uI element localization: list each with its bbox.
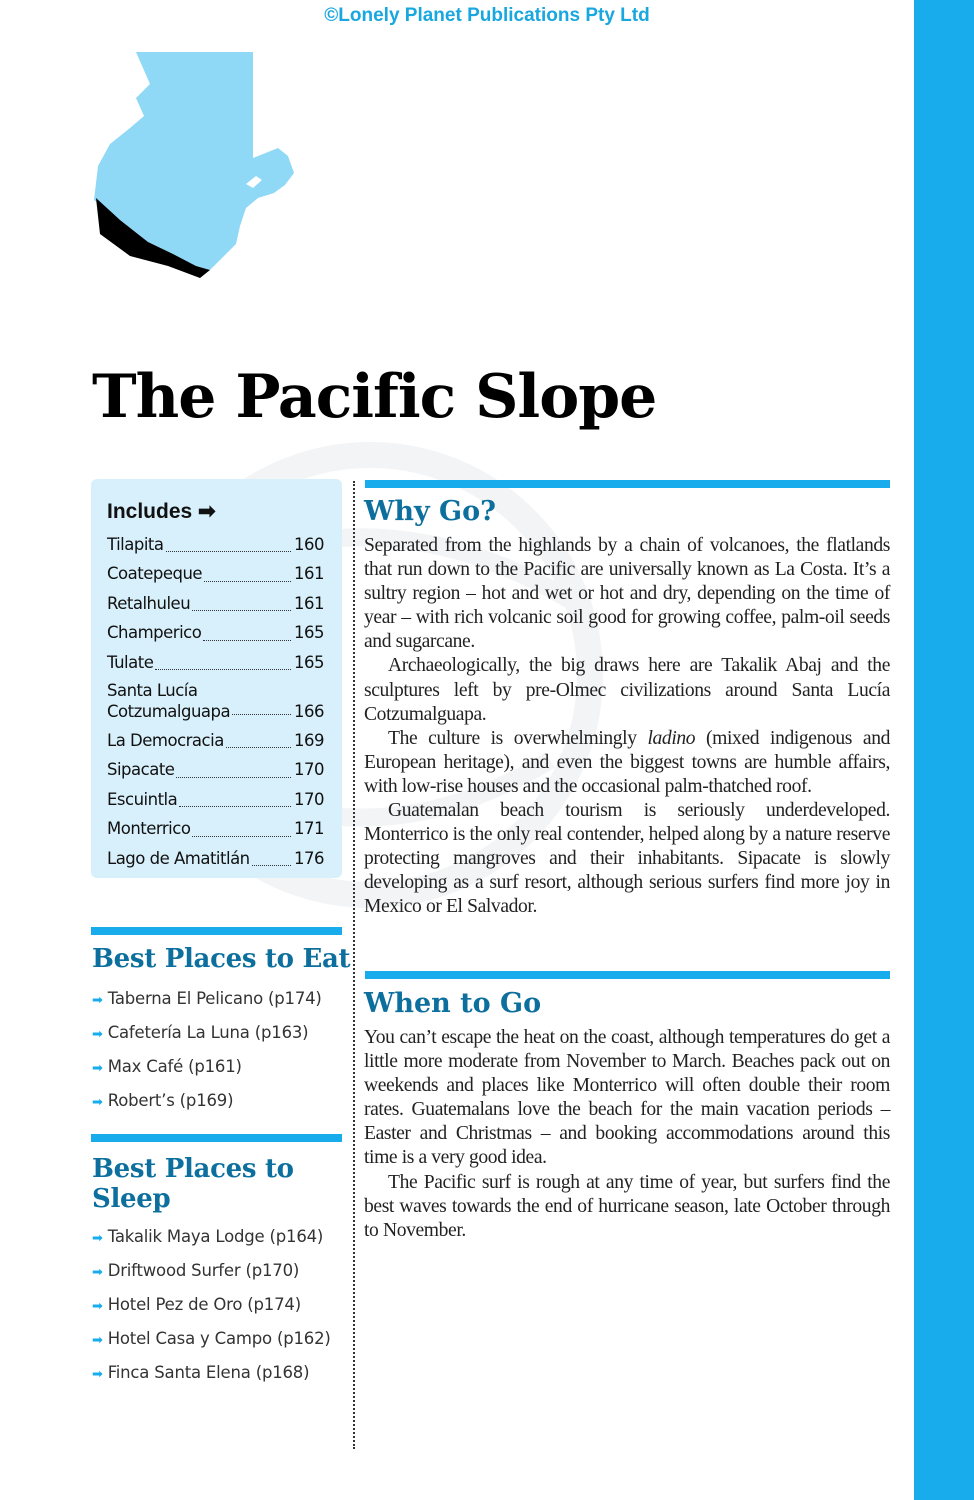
list-item bbox=[92, 1255, 331, 1289]
why-go-rule bbox=[365, 480, 890, 488]
includes-item-name: Champerico bbox=[107, 623, 202, 643]
includes-item-name: Tilapita bbox=[107, 535, 164, 554]
best-sleep-list bbox=[92, 1221, 331, 1391]
dot-leader bbox=[192, 610, 291, 611]
sleep-rule bbox=[91, 1134, 342, 1142]
includes-item bbox=[107, 755, 324, 784]
arrow-right-icon: ➡ bbox=[92, 1367, 103, 1382]
includes-item-name: Lago de Amatitlán bbox=[107, 848, 250, 868]
includes-box bbox=[91, 479, 342, 878]
list-item bbox=[92, 1221, 331, 1255]
when-to-go-body bbox=[364, 1026, 890, 1243]
includes-item-page: 171 bbox=[294, 819, 324, 839]
list-item-label: Robert’s (p169) bbox=[107, 1091, 234, 1110]
arrow-right-icon: ➡ bbox=[92, 1231, 103, 1246]
includes-item-page: 165 bbox=[294, 652, 324, 672]
list-item-label: Max Café (p161) bbox=[107, 1057, 242, 1076]
includes-item-page: 176 bbox=[294, 848, 324, 868]
arrow-right-icon: ➡ bbox=[92, 1265, 103, 1280]
body-paragraph: Archaeologically, the big draws here are Takalik Abaj and the sculptures left by pre-Olmec civilizations around Santa Lucía Cotzumalguapa. bbox=[364, 655, 890, 725]
includes-item bbox=[107, 814, 324, 843]
arrow-right-icon: ➡ bbox=[92, 993, 103, 1008]
dot-leader bbox=[166, 551, 292, 552]
includes-item bbox=[107, 589, 324, 618]
includes-item-name: Sipacate bbox=[107, 760, 175, 780]
why-go-body bbox=[364, 534, 890, 920]
best-eat-list bbox=[92, 983, 322, 1119]
includes-item-name: Retalhuleu bbox=[107, 593, 191, 613]
arrow-right-icon: ➡ bbox=[92, 1061, 103, 1076]
includes-item-page: 170 bbox=[294, 789, 324, 809]
copyright-notice: ©Lonely Planet Publications Pty Ltd bbox=[324, 5, 650, 26]
includes-item-page: 161 bbox=[294, 593, 324, 613]
column-divider bbox=[353, 481, 355, 1449]
list-item bbox=[92, 1323, 331, 1357]
list-item-label: Driftwood Surfer (p170) bbox=[107, 1261, 300, 1280]
includes-item bbox=[107, 726, 324, 755]
body-paragraph: The Pacific surf is rough at any time of year, but surfers find the best waves towards the end of hurricane season, late October through to November. bbox=[364, 1171, 890, 1241]
body-paragraph: The culture is overwhelmingly ladino (mixed indigenous and European heritage), and even the biggest towns are humble affairs, with low-rise houses and the occasional palm-thatched roof. bbox=[364, 727, 890, 797]
page-title: The Pacific Slope bbox=[92, 362, 657, 432]
includes-item bbox=[107, 559, 324, 588]
list-item-label: Hotel Pez de Oro (p174) bbox=[107, 1295, 301, 1314]
dot-leader bbox=[192, 836, 291, 837]
eat-rule bbox=[91, 927, 342, 935]
arrow-right-icon: ➡ bbox=[198, 500, 216, 523]
dot-leader bbox=[176, 777, 291, 778]
dot-leader bbox=[204, 581, 291, 582]
when-to-go-heading: When to Go bbox=[364, 988, 542, 1019]
includes-heading-label: Includes bbox=[107, 500, 193, 523]
list-item-label: Takalik Maya Lodge (p164) bbox=[107, 1227, 324, 1246]
dot-leader bbox=[179, 806, 291, 807]
arrow-right-icon: ➡ bbox=[92, 1299, 103, 1314]
body-paragraph: Guatemalan beach tourism is seriously underdeveloped. Monterrico is the only real contender, helped along by a nature reserve protecting mangroves and their inhabitants. Sipacate is slowly developing as a surf resort, although serious surfers find more joy in Mexico or El Salvador. bbox=[364, 800, 890, 918]
guatemala-map bbox=[88, 48, 308, 280]
dot-leader bbox=[203, 640, 291, 641]
best-sleep-heading: Best Places to Sleep bbox=[92, 1154, 294, 1214]
includes-item-page: 165 bbox=[294, 623, 324, 643]
best-eat-heading: Best Places to Eat bbox=[92, 944, 351, 974]
includes-item bbox=[107, 648, 324, 677]
dot-leader bbox=[232, 714, 291, 715]
includes-item-name: Santa Lucía Cotzumalguapa bbox=[107, 681, 231, 722]
list-item bbox=[92, 1357, 331, 1391]
includes-item bbox=[107, 680, 324, 722]
includes-item bbox=[107, 785, 324, 814]
dot-leader bbox=[226, 747, 291, 748]
list-item-label: Hotel Casa y Campo (p162) bbox=[107, 1329, 331, 1348]
arrow-right-icon: ➡ bbox=[92, 1095, 103, 1110]
includes-item-page: 161 bbox=[294, 564, 324, 584]
includes-item bbox=[107, 844, 324, 873]
list-item bbox=[92, 1051, 322, 1085]
body-paragraph: You can’t escape the heat on the coast, although temperatures do get a little more moderate from November to March. Beaches pack out on weekends and places like Monterrico will often double their room rates. Guatemalans love the beach for the main vacation periods – Easter and Christmas – and booking accommodations around this time is a very good idea. bbox=[364, 1027, 890, 1169]
why-go-heading: Why Go? bbox=[364, 496, 496, 527]
edge-color-bar bbox=[914, 0, 974, 1500]
list-item-label: Taberna El Pelicano (p174) bbox=[107, 989, 322, 1008]
includes-item bbox=[107, 530, 324, 559]
includes-item-page: 169 bbox=[294, 731, 324, 751]
includes-item-page: 160 bbox=[294, 535, 324, 554]
dot-leader bbox=[155, 669, 291, 670]
arrow-right-icon: ➡ bbox=[92, 1027, 103, 1042]
list-item-label: Cafetería La Luna (p163) bbox=[107, 1023, 309, 1042]
list-item bbox=[92, 1289, 331, 1323]
includes-item-name: Escuintla bbox=[107, 789, 178, 809]
includes-item-page: 170 bbox=[294, 760, 324, 780]
arrow-right-icon: ➡ bbox=[92, 1333, 103, 1348]
includes-item-name: La Democracia bbox=[107, 731, 224, 751]
list-item bbox=[92, 1017, 322, 1051]
list-item bbox=[92, 983, 322, 1017]
includes-item-name: Monterrico bbox=[107, 819, 191, 839]
includes-heading bbox=[107, 499, 324, 524]
list-item bbox=[92, 1085, 322, 1119]
list-item-label: Finca Santa Elena (p168) bbox=[107, 1363, 310, 1382]
body-paragraph: Separated from the highlands by a chain of volcanoes, the flatlands that run down to the Pacific are universally known as La Costa. It’s a sultry region – hot and wet or hot and dry, depending on the time of year – with rich volcanic soil good for growing coffee, palm-oil seeds and sugarcane. bbox=[364, 535, 890, 653]
includes-item bbox=[107, 618, 324, 647]
includes-item-page: 166 bbox=[294, 702, 324, 722]
includes-item-name: Coatepeque bbox=[107, 564, 203, 584]
dot-leader bbox=[252, 865, 291, 866]
includes-item-name: Tulate bbox=[107, 652, 154, 672]
when-to-go-rule bbox=[365, 971, 890, 979]
includes-list bbox=[107, 530, 324, 873]
